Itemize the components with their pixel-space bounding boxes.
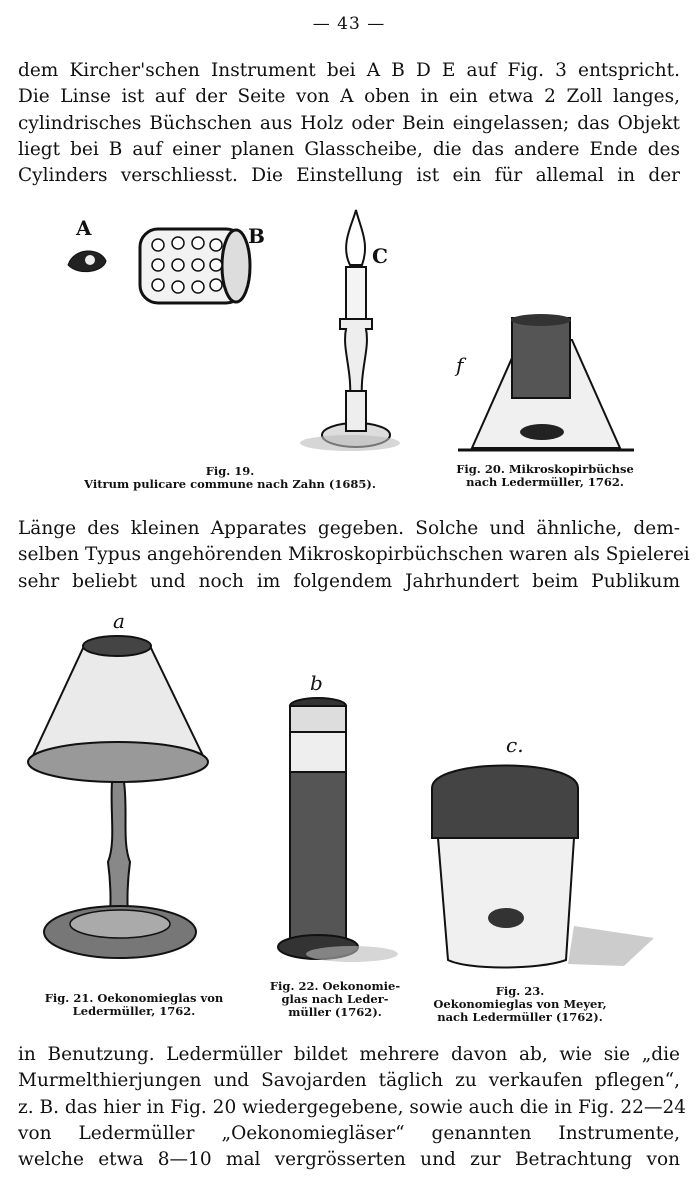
figure-23-illustration bbox=[428, 733, 668, 978]
figure-19-caption bbox=[60, 465, 400, 491]
paragraph-line: welche etwa 8—10 mal vergrösserten und zur Betrachtung von bbox=[18, 1149, 680, 1171]
paragraph-line: in Benutzung. Ledermüller bildet mehrere davon ab, wie sie „die bbox=[18, 1044, 680, 1065]
caption-line: müller (1762). bbox=[288, 1005, 382, 1019]
paragraph-3 bbox=[18, 1042, 686, 1173]
paragraph-line: liegt bei B auf einer planen Glasscheibe, die das andere Ende des bbox=[18, 138, 680, 160]
figure-22-illustration bbox=[272, 672, 402, 972]
page-number: — 43 — bbox=[312, 14, 386, 34]
caption-line: Fig. 19. bbox=[205, 464, 255, 478]
figure-20-caption bbox=[430, 463, 660, 489]
caption-line: Ledermüller, 1762. bbox=[72, 1004, 196, 1018]
caption-line: nach Ledermüller, 1762. bbox=[466, 475, 624, 489]
figure-20-illustration bbox=[450, 310, 640, 460]
figure-label-c-lower: c. bbox=[506, 733, 524, 757]
caption-line: Fig. 23. bbox=[495, 984, 545, 998]
figure-label-a: A bbox=[76, 216, 92, 240]
figure-label-b-lower: b bbox=[310, 671, 323, 695]
caption-line: Fig. 21. Oekonomieglas von bbox=[44, 991, 224, 1005]
caption-line: Oekonomieglas von Meyer, bbox=[433, 997, 607, 1011]
paragraph-line: dem Kircher'schen Instrument bei A B D E auf Fig. 3 entspricht. bbox=[18, 60, 680, 81]
figure-21-illustration bbox=[20, 609, 240, 982]
paragraph-line: selben Typus angehörenden Mikroskopirbüchschen waren als Spielerei bbox=[18, 544, 690, 566]
figure-label-f: f bbox=[456, 353, 464, 377]
paragraph-2 bbox=[18, 516, 690, 595]
paragraph-line: Cylinders verschliesst. Die Einstellung ist ein für allemal in der bbox=[18, 165, 680, 187]
figure-label-b: B bbox=[248, 224, 265, 248]
caption-line: Fig. 22. Oekonomie- bbox=[269, 979, 401, 993]
figure-label-a-lower: a bbox=[113, 609, 125, 633]
caption-line: Fig. 20. Mikroskopirbüchse bbox=[456, 462, 634, 476]
caption-line: glas nach Leder- bbox=[281, 992, 389, 1006]
paragraph-line: von Ledermüller „Oekonomiegläser“ genannten Instrumente, bbox=[18, 1122, 680, 1144]
paragraph-line: sehr beliebt und noch im folgendem Jahrhundert beim Publikum bbox=[18, 570, 680, 592]
paragraph-line: Die Linse ist auf der Seite von A oben in ein etwa 2 Zoll langes, bbox=[18, 86, 680, 108]
caption-line: Vitrum pulicare commune nach Zahn (1685). bbox=[84, 477, 376, 491]
paragraph-line: cylindrisches Büchschen aus Holz oder Bein eingelassen; das Objekt bbox=[18, 112, 680, 134]
paragraph-line: Länge des kleinen Apparates gegeben. Solche und ähnliche, dem- bbox=[18, 518, 680, 539]
paragraph-1 bbox=[18, 58, 680, 189]
caption-line: nach Ledermüller (1762). bbox=[437, 1010, 603, 1024]
figure-21-caption bbox=[18, 992, 250, 1018]
figure-19-illustration bbox=[60, 205, 400, 460]
paragraph-line: Murmelthierjungen und Savojarden täglich zu verkaufen pflegen“, bbox=[18, 1070, 680, 1092]
figure-23-caption bbox=[410, 985, 630, 1024]
figure-22-caption bbox=[262, 980, 408, 1019]
figure-label-c: C bbox=[372, 244, 388, 268]
paragraph-line: z. B. das hier in Fig. 20 wiedergegebene, sowie auch die in Fig. 22—24 bbox=[18, 1096, 686, 1118]
